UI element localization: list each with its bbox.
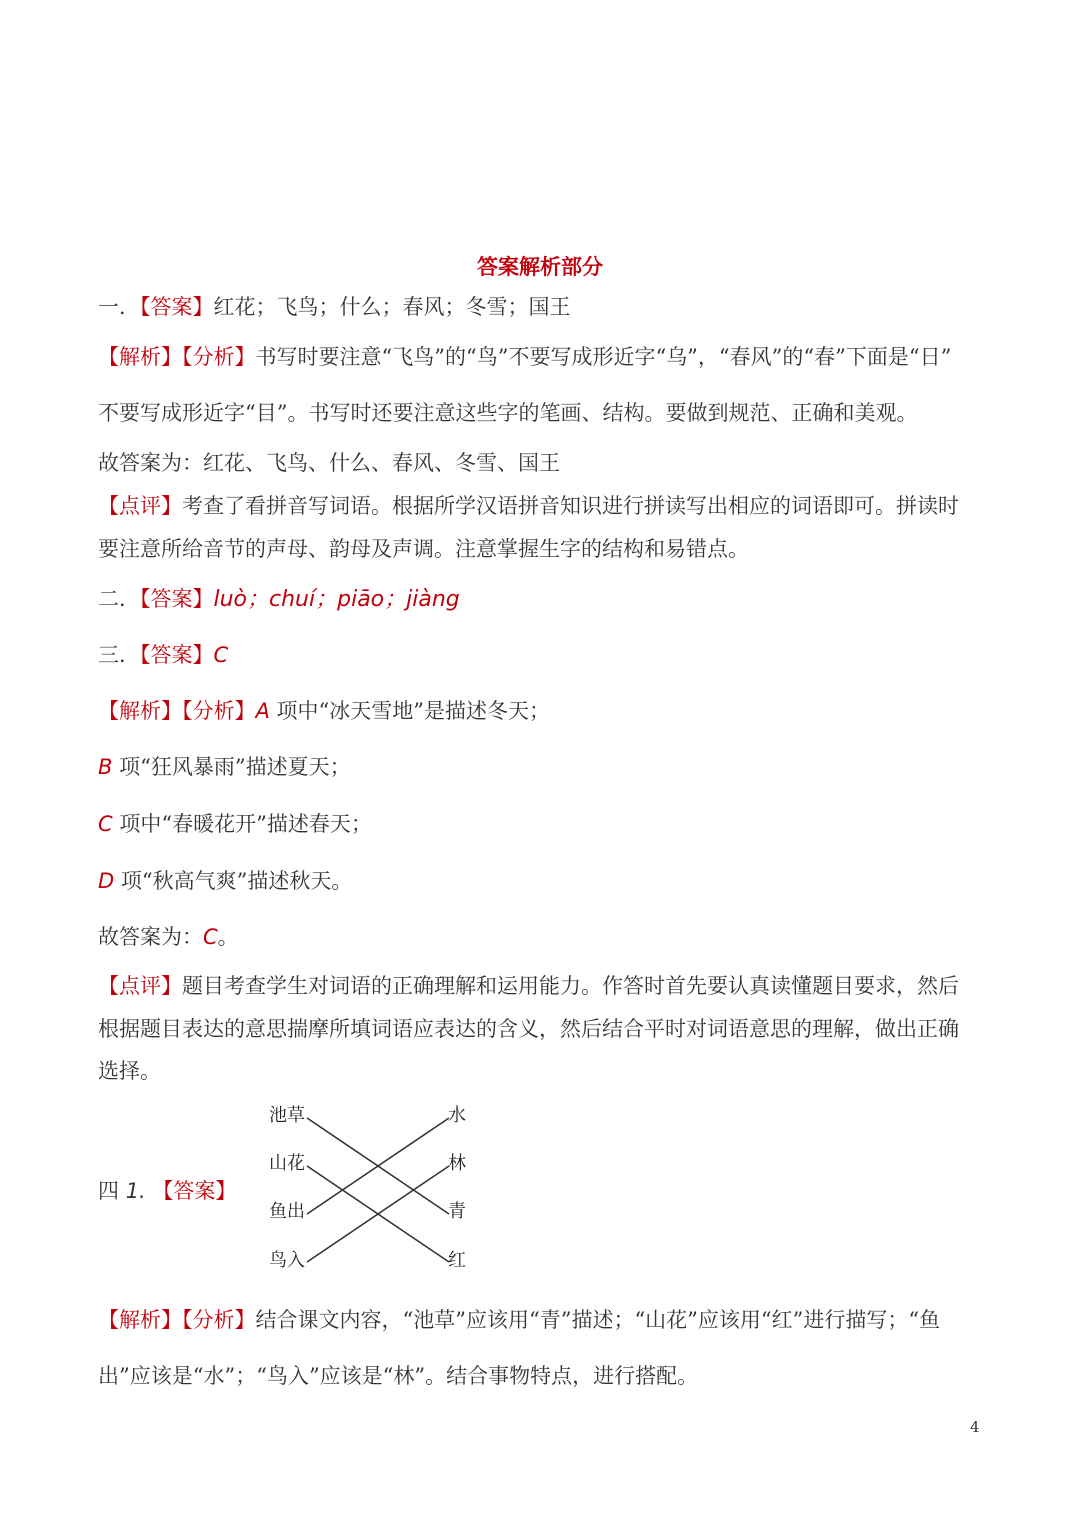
right-word-4: 红 [448,1250,466,1271]
left-word-2: 山花 [269,1153,305,1174]
left-word-4: 鸟入 [269,1250,305,1271]
right-word-1: 水 [448,1105,466,1126]
q4-analysis-tag: 【解析】【分析】 [98,1308,256,1332]
q4-analysis-text-1: 结合课文内容，“池草”应该用“青”描述；“山花”应该用“红”进行描写；“鱼 [255,1308,941,1332]
q4-analysis-line-2: 出”应该是“水”；“鸟入”应该是“林”。结合事物特点，进行搭配。 [98,1364,699,1388]
q3-analysis-tag-1: 【解析】 [98,699,182,723]
q1-answer-text: 红花；飞鸟；什么；春风；冬雪；国王 [213,295,571,319]
q3-comment-line-2: 根据题目表达的意思揣摩所填词语应表达的含义，然后结合平时对词语意思的理解，做出正确 [98,1017,959,1041]
q4-answer-tag: 【答案】 [152,1179,237,1203]
right-word-3: 青 [448,1201,466,1222]
q1-analysis-text-1: 书写时要注意“飞鸟”的“鸟”不要写成形近字“乌”，“春风”的“春”下面是“日” [255,345,952,369]
q1-analysis-line-2: 不要写成形近字“目”。书写时还要注意这些字的笔画、结构。要做到规范、正确和美观。 [98,401,918,425]
q3-comment-line-3: 选择。 [98,1059,161,1083]
q3-analysis-tag-2: 【分析】 [182,699,256,723]
q3-conclusion-suffix: 。 [217,925,239,949]
left-word-1: 池草 [269,1105,305,1126]
q3-conclusion-prefix: 故答案为： [98,925,203,949]
q1-analysis-tag: 【解析】【分析】 [98,345,256,369]
q3-number: 三． [98,643,140,667]
q1-answer-tag: 【答案】 [140,295,214,319]
q3-option-d-text: 项“秋高气爽”描述秋天。 [114,869,353,893]
q3-option-c-letter: C [98,812,113,836]
q3-option-b-letter: B [98,755,113,779]
q3-option-c-text: 项中“春暖花开”描述春天； [112,812,372,836]
section-title: 答案解析部分 [477,254,603,279]
q2-answer-tag: 【答案】 [140,587,214,611]
page-number: 4 [970,1418,980,1436]
q3-comment-tag: 【点评】 [98,974,182,998]
left-word-3: 鱼出 [269,1201,305,1222]
q3-option-a-text: 项中“冰天雪地”是描述冬天； [269,699,551,723]
q3-option-b-text: 项“狂风暴雨”描述夏天； [112,755,351,779]
q1-comment-text-1: 考查了看拼音写词语。根据所学汉语拼音知识进行拼读写出相应的词语即可。拼读时 [182,494,959,518]
q1-comment-line-2: 要注意所给音节的声母、韵母及声调。注意掌握生字的结构和易错点。 [98,537,749,561]
q2-number: 二． [98,587,140,611]
q4-number: 四 [98,1179,119,1203]
q4-sub-number: 1. [125,1179,146,1203]
q1-conclusion: 故答案为：红花、飞鸟、什么、春风、冬雪、国王 [98,451,560,475]
q2-pinyin-answer: luò；chuí；piāo；jiàng [213,587,460,612]
q3-answer-letter: C [213,643,229,667]
q3-answer-tag: 【答案】 [140,643,214,667]
q3-conclusion-letter: C [203,925,218,949]
q3-option-a-letter: A [255,699,270,723]
q3-option-d-letter: D [98,869,115,893]
q3-comment-text-1: 题目考查学生对词语的正确理解和运用能力。作答时首先要认真读懂题目要求，然后 [182,974,959,998]
right-word-2: 林 [448,1153,466,1174]
q1-comment-tag: 【点评】 [98,494,182,518]
q4-analysis-line-1 [98,1305,940,1335]
q1-number: 一． [98,295,140,319]
